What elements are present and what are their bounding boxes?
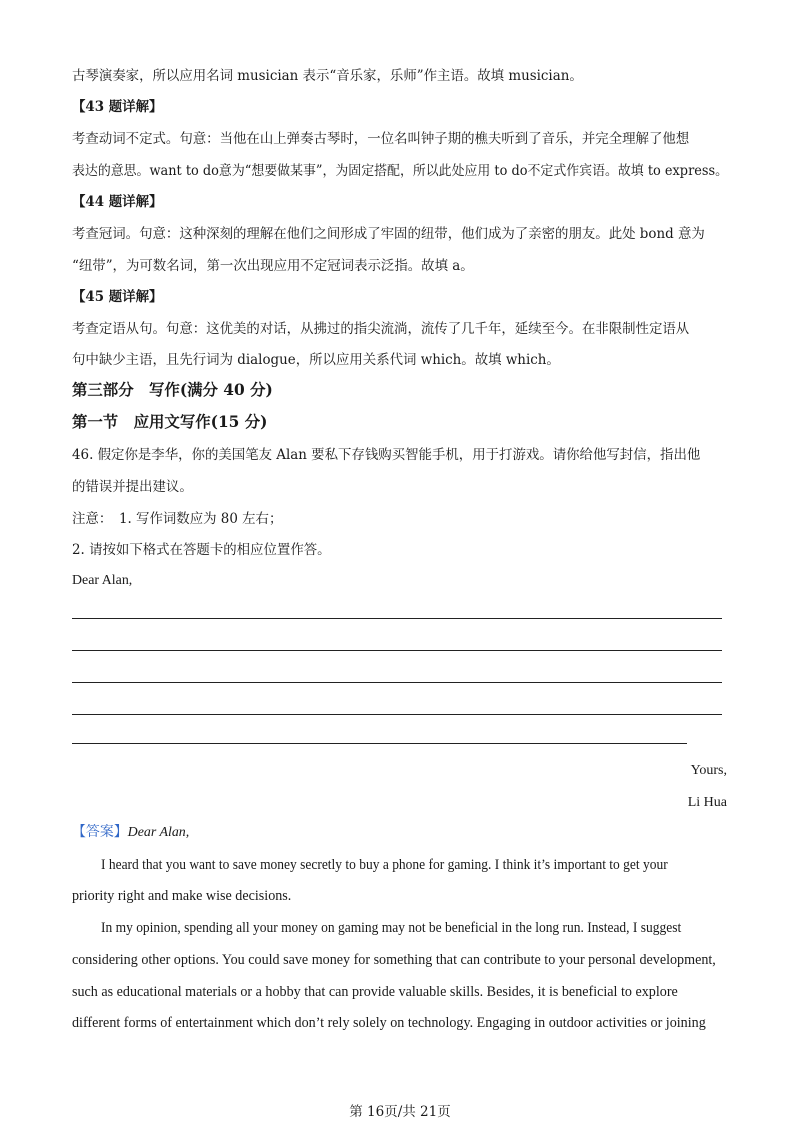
question-text: 的错误并提出建议。 [72, 479, 193, 495]
note-line: 注意： 1. 写作词数应为 80 左右； [72, 511, 283, 527]
text-line: 考查冠词。句意：这种深刻的理解在他们之间形成了牢固的纽带，他们成为了亲密的朋友。此处 bond 意为 [72, 226, 705, 242]
text-line: 考查定语从句。句意：这优美的对话，从拂过的指尖流淌，流传了几千年，延续至今。在非限制性定语从 [72, 321, 690, 337]
answer-paragraph-line: considering other options. You could save money for something that can contribute to your personal development, [72, 952, 716, 968]
section-heading-44: 【44 题详解】 [72, 194, 163, 210]
writing-line [72, 682, 722, 683]
text-line: 古琴演奏家，所以应用名词 musician 表示“音乐家，乐师”作主语。故填 musician。 [72, 68, 583, 84]
answer-paragraph-line: I heard that you want to save money secretly to buy a phone for gaming. I think it’s important to get your [101, 857, 668, 873]
section-heading-45: 【45 题详解】 [72, 289, 163, 305]
text-line: 句中缺少主语，且先行词为 dialogue，所以应用关系代词 which。故填 which。 [72, 352, 560, 368]
answer-greeting: Dear Alan, [127, 825, 190, 840]
answer-paragraph-line: priority right and make wise decisions. [72, 888, 292, 904]
text-line: “纽带”，为可数名词，第一次出现应用不定冠词表示泛指。故填 a。 [72, 258, 474, 274]
page-number: 第 16页/共 21页 [349, 1104, 451, 1120]
letter-closing: Yours, [690, 763, 727, 778]
writing-line [72, 650, 722, 651]
text-line: 表达的意思。want to do意为“想要做某事”，为固定搭配，所以此处应用 to do不定式作宾语。故填 to express。 [72, 163, 729, 179]
writing-line [72, 618, 722, 619]
answer-paragraph-line: such as educational materials or a hobby that can provide valuable skills. Besides, it is beneficial to explore [72, 984, 678, 1000]
answer-paragraph-line: In my opinion, spending all your money on gaming may not be beneficial in the long run. Instead, I suggest [101, 920, 682, 936]
section-heading-43: 【43 题详解】 [72, 99, 163, 115]
text-line: 考查动词不定式。句意：当他在山上弹奏古琴时，一位名叫钟子期的樵夫听到了音乐，并完全理解了他想 [72, 131, 690, 147]
answer-header [72, 823, 728, 843]
letter-salutation: Dear Alan, [72, 573, 133, 588]
letter-signature: Li Hua [687, 795, 727, 810]
writing-line [72, 743, 687, 744]
answer-tag: 【答案】 [72, 825, 128, 840]
answer-paragraph-line: different forms of entertainment which don’t rely solely on technology. Engaging in outdoor activities or joining [72, 1015, 706, 1031]
question-text: 46. 假定你是李华，你的美国笔友 Alan 要私下存钱购买智能手机，用于打游戏。请你给他写封信，指出他 [72, 447, 701, 463]
writing-line [72, 714, 722, 715]
section-title: 第一节 应用文写作(15 分) [72, 412, 268, 431]
part-title: 第三部分 写作(满分 40 分) [72, 380, 273, 399]
note-line: 2. 请按如下格式在答题卡的相应位置作答。 [72, 542, 331, 558]
